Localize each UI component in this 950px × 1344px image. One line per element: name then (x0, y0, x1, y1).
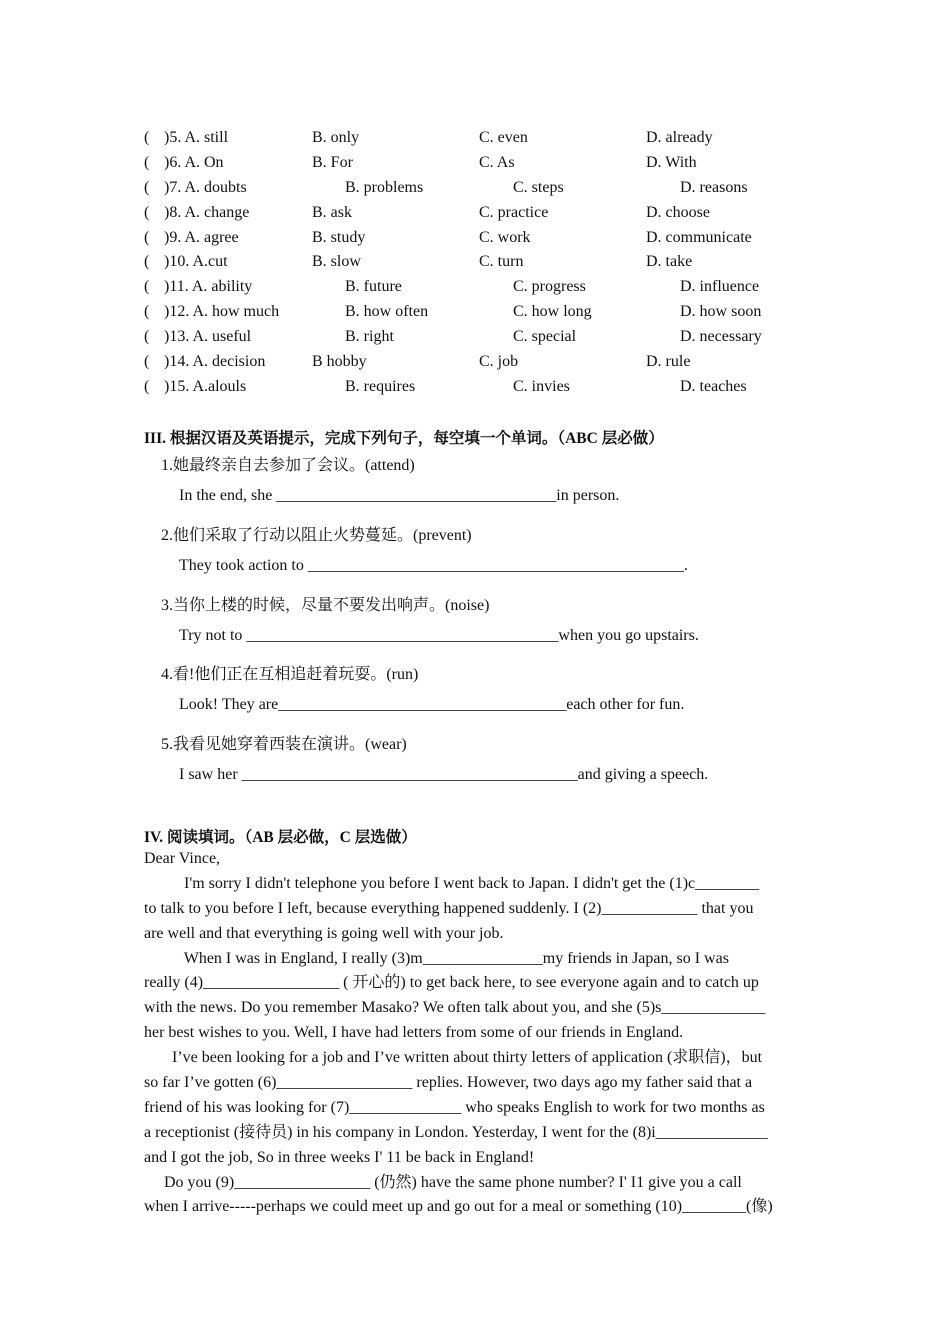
option-d: D. how soon (680, 303, 762, 321)
answer-paren: ( (144, 203, 150, 221)
option-c: C. progress (513, 278, 586, 296)
answer-paren: ( (144, 303, 150, 321)
option-c: C. steps (513, 178, 564, 196)
option-b: B. how often (345, 303, 429, 321)
translation-prompt-3: 3.当你上楼的时候，尽量不要发出响声。(noise) (161, 597, 490, 614)
letter-line: are well and that everything is going well with your job. (144, 924, 504, 942)
letter-line: When I was in England, I really (3)m_______________my friends in Japan, so I was (144, 949, 729, 967)
multiple-choice-list (144, 126, 844, 400)
translation-prompt-2: 2.他们采取了行动以阻止火势蔓延。(prevent) (161, 527, 472, 544)
translation-prompt-1: 1.她最终亲自去参加了会议。(attend) (161, 457, 415, 474)
option-d: D. take (646, 253, 693, 271)
option-b: B. future (345, 278, 402, 296)
option-c: C. even (479, 129, 528, 146)
option-c: C. special (513, 328, 577, 346)
answer-paren: ( (144, 253, 150, 271)
letter-line: and I got the job, So in three weeks I' 11 be back in England! (144, 1148, 535, 1166)
question-stem: )9. A. agree (164, 228, 239, 246)
letter-line: I’ve been looking for a job and I’ve written about thirty letters of application (求职信)，but (144, 1049, 763, 1067)
answer-paren: ( (144, 129, 150, 146)
letter-line: really (4)_________________ ( 开心的) to get back here, to see everyone again and to catch up (144, 974, 759, 992)
option-b: B. slow (312, 253, 361, 271)
translation-answer-4: Look! They are____________________________________each other for fun. (179, 696, 685, 713)
option-c: C. job (479, 353, 519, 371)
question-stem: )7. A. doubts (164, 178, 247, 196)
answer-paren: ( (144, 228, 150, 246)
question-stem: )12. A. how much (164, 303, 280, 321)
question-row (144, 201, 844, 226)
answer-paren: ( (144, 178, 150, 196)
section-3-title: III. 根据汉语及英语提示，完成下列句子，每空填一个单词。（ABC 层必做） (144, 430, 664, 447)
option-c: C. invies (513, 377, 570, 395)
answer-paren: ( (144, 328, 150, 346)
answer-paren: ( (144, 353, 150, 371)
question-row (144, 350, 844, 375)
letter-line: I'm sorry I didn't telephone you before I went back to Japan. I didn't get the (1)c________ (144, 874, 760, 892)
option-d: D. choose (646, 203, 710, 221)
option-b: B. For (312, 153, 353, 171)
question-stem: )6. A. On (164, 153, 224, 171)
option-c: C. how long (513, 303, 592, 321)
option-d: D. reasons (680, 178, 748, 196)
question-row (144, 375, 844, 400)
question-stem: )14. A. decision (164, 353, 266, 371)
answer-paren: ( (144, 153, 150, 171)
option-b: B. ask (312, 203, 352, 221)
question-row (144, 275, 844, 300)
question-stem: )11. A. ability (164, 278, 253, 296)
question-stem: )5. A. still (164, 129, 229, 146)
letter-line: friend of his was looking for (7)______________ who speaks English to work for two months as (144, 1098, 765, 1116)
question-row (144, 250, 844, 275)
letter-greeting: Dear Vince, (144, 850, 221, 867)
letter-line: to talk to you before I left, because everything happened suddenly. I (2)____________ that you (144, 899, 754, 917)
question-row (144, 151, 844, 176)
section-4-title: IV. 阅读填词。（AB 层必做，C 层选做） (144, 829, 417, 846)
translation-answer-1: In the end, she ___________________________________in person. (179, 487, 620, 504)
question-stem: )8. A. change (164, 203, 250, 221)
question-stem: )13. A. useful (164, 328, 252, 346)
option-d: D. communicate (646, 228, 752, 246)
question-row (144, 300, 844, 325)
question-row (144, 325, 844, 350)
translation-answer-2: They took action to _______________________________________________. (179, 557, 688, 574)
option-b: B. study (312, 228, 366, 246)
option-d: D. necessary (680, 328, 762, 346)
option-d: D. rule (646, 353, 691, 371)
letter-line: with the news. Do you remember Masako? We often talk about you, and she (5)s_____________ (144, 999, 766, 1017)
option-d: D. teaches (680, 377, 747, 395)
question-row (144, 176, 844, 201)
letter-line: her best wishes to you. Well, I have had letters from some of our friends in England. (144, 1024, 684, 1042)
letter-line: so far I’ve gotten (6)_________________ replies. However, two days ago my father said that a (144, 1074, 753, 1092)
option-c: C. turn (479, 253, 524, 271)
option-b: B. requires (345, 377, 416, 395)
option-b: B. problems (345, 178, 424, 196)
option-d: D. With (646, 153, 697, 171)
letter-line: when I arrive-----perhaps we could meet up and go out for a meal or something (10)________(像) (144, 1198, 773, 1216)
question-row (144, 126, 844, 151)
letter-line: a receptionist (接待员) in his company in London. Yesterday, I went for the (8)i______________ (144, 1123, 768, 1141)
letter-body (144, 872, 804, 1220)
option-b: B hobby (312, 353, 367, 371)
answer-paren: ( (144, 278, 150, 296)
option-c: C. work (479, 228, 531, 246)
translation-answer-3: Try not to _______________________________________when you go upstairs. (179, 627, 699, 644)
answer-paren: ( (144, 377, 150, 395)
option-d: D. already (646, 129, 713, 146)
option-c: C. As (479, 153, 515, 171)
option-b: B. only (312, 129, 360, 146)
letter-passage (144, 847, 804, 1220)
letter-line: Do you (9)_________________ (仍然) have the same phone number? I' I1 give you a call (144, 1173, 742, 1191)
question-row (144, 226, 844, 251)
translation-prompt-5: 5.我看见她穿着西装在演讲。(wear) (161, 736, 407, 753)
translation-answer-5: I saw her __________________________________________and giving a speech. (179, 766, 709, 783)
option-c: C. practice (479, 203, 549, 221)
question-stem: )10. A.cut (164, 253, 228, 271)
translation-prompt-4: 4.看!他们正在互相追赶着玩耍。(run) (161, 666, 419, 683)
option-d: D. influence (680, 278, 760, 296)
option-b: B. right (345, 328, 394, 346)
question-stem: )15. A.alouls (164, 377, 247, 395)
